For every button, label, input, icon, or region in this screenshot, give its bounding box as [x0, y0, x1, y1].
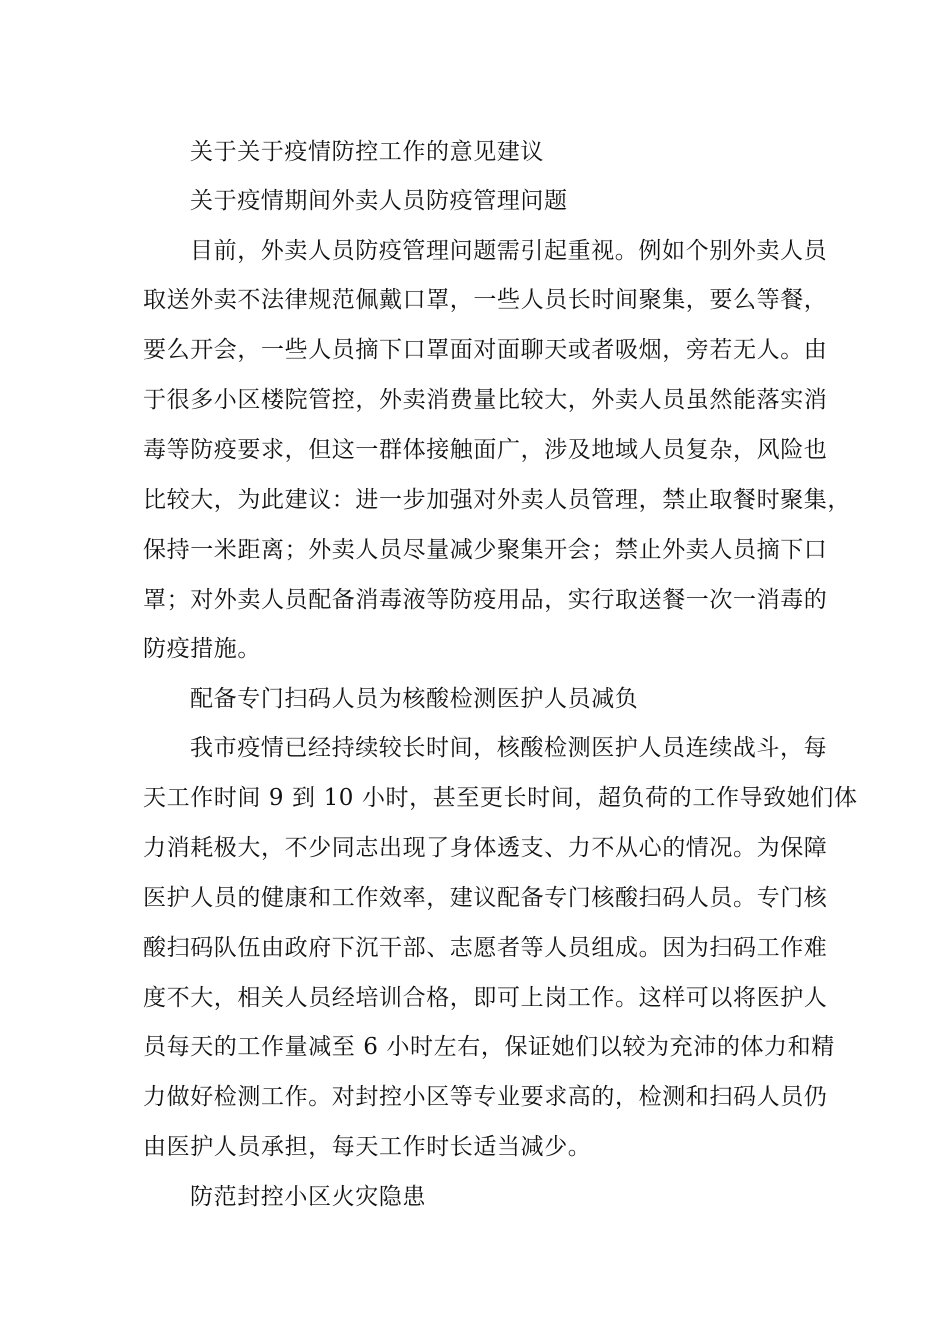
section-heading-delivery: 关于疫情期间外卖人员防疫管理问题	[190, 188, 568, 214]
paragraph-line: 要么开会，一些人员摘下口罩面对面聊天或者吸烟，旁若无人。由	[143, 337, 828, 363]
section-heading-scanning: 配备专门扫码人员为核酸检测医护人员减负	[190, 686, 639, 712]
section-heading-fire: 防范封控小区火灾隐患	[190, 1184, 426, 1210]
paragraph-line: 力做好检测工作。对封控小区等专业要求高的，检测和扫码人员仍	[143, 1084, 828, 1110]
paragraph-line: 保持一米距离；外卖人员尽量减少聚集开会；禁止外卖人员摘下口	[143, 537, 828, 563]
paragraph-line: 毒等防疫要求，但这一群体接触面广，涉及地域人员复杂，风险也	[143, 437, 828, 463]
paragraph-line: 力消耗极大，不少同志出现了身体透支、力不从心的情况。为保障	[143, 835, 828, 861]
paragraph-line: 医护人员的健康和工作效率，建议配备专门核酸扫码人员。专门核	[143, 885, 828, 911]
paragraph-line: 我市疫情已经持续较长时间，核酸检测医护人员连续战斗，每	[190, 735, 828, 761]
paragraph-line: 罩；对外卖人员配备消毒液等防疫用品，实行取送餐一次一消毒的	[143, 587, 828, 613]
paragraph-line: 员每天的工作量减至 6 小时左右，保证她们以较为充沛的体力和精	[143, 1034, 835, 1060]
document-title: 关于关于疫情防控工作的意见建议	[190, 139, 544, 165]
paragraph-line: 防疫措施。	[143, 636, 261, 662]
paragraph-line: 天工作时间 9 到 10 小时，甚至更长时间，超负荷的工作导致她们体	[143, 785, 858, 811]
paragraph-line: 酸扫码队伍由政府下沉干部、志愿者等人员组成。因为扫码工作难	[143, 935, 828, 961]
paragraph-line: 比较大，为此建议：进一步加强对外卖人员管理，禁止取餐时聚集，	[143, 487, 851, 513]
paragraph-line: 取送外卖不法律规范佩戴口罩，一些人员长时间聚集，要么等餐，	[143, 287, 828, 313]
paragraph-line: 于很多小区楼院管控，外卖消费量比较大，外卖人员虽然能落实消	[143, 387, 828, 413]
paragraph-line: 由医护人员承担，每天工作时长适当减少。	[143, 1134, 592, 1160]
paragraph-line: 目前，外卖人员防疫管理问题需引起重视。例如个别外卖人员	[190, 238, 828, 264]
paragraph-line: 度不大，相关人员经培训合格，即可上岗工作。这样可以将医护人	[143, 985, 828, 1011]
